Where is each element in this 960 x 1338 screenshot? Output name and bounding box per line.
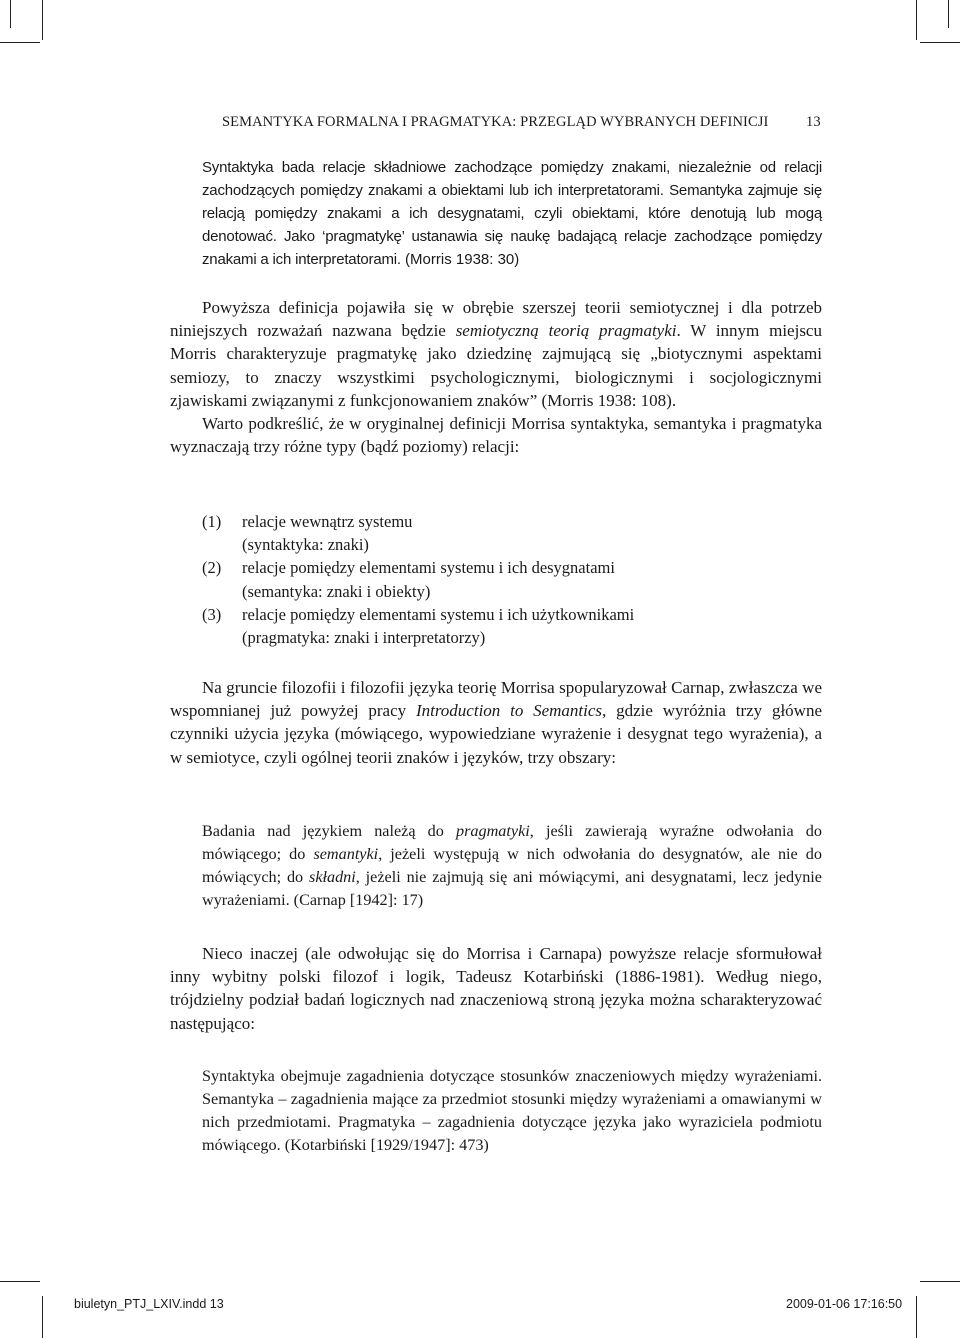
quote-kotarbinski: Syntaktyka obejmuje zagadnienia dotyczące stosunków znaczeniowych między wyrażeniami. Semantyka – zagadnienia mające za przedmiot stosunki między wyrażeniami a omawianymi w nich przedmiotami. Pragmatyka – zagadnienia dotyczące języka jako wyraziciela podmiotu mówiącego. (Kotarbiński [1929/1947]: 473) [202, 1067, 822, 1154]
paragraph-semiotic-theory: Powyższa definicja pojawiła się w obrębie szerszej teorii semiotycznej i dla potrzeb niniejszych rozważań nazwana będzie semiotyczną teorią pragmatyki. W innym miejscu Morris charakteryzuje pragmatykę jako dziedzinę zajmującą się „biotycznymi aspektami semiozy, to znaczy wszystkimi psychologicznymi, biologicznymi i socjologicznymi zjawiskami związanymi z funkcjonowaniem znaków” (Morris 1938: 108). Warto podkreślić, że w oryginalnej definicji Morrisa syntaktyka, semantyka i pragmatyka wyznaczają trzy różne typy (bądź poziomy) relacji: [170, 296, 822, 458]
term-semiotic-pragmatics: semiotyczną teorią pragmatyki [455, 321, 677, 341]
list-item: (1) relacje wewnątrz systemu (syntaktyka: znaki) [202, 512, 413, 555]
work-title: Introduction to Semantics [415, 701, 603, 721]
footer-file-slug: biuletyn_PTJ_LXIV.indd 13 [74, 1297, 224, 1311]
crop-mark-top-left-h [0, 42, 40, 43]
crop-mark-top-right-v [916, 0, 917, 40]
quote-carnap: Badania nad językiem należą do pragmatyki, jeśli zawierają wyraźne odwołania do mówiącego; do semantyki, jeżeli występują w nich odwołania do desygnatów, ale nie do mówiących; do składni, jeżeli nie zajmują się ani mówiącymi, ani desygnatami, lecz jedynie wyrażeniami. (Carnap [1942]: 17) [202, 822, 822, 909]
quote-morris-text: Syntaktyka bada relacje składniowe zachodzące pomiędzy znakami, niezależnie od relacji zachodzących pomiędzy znakami a obiektami lub ich interpretatorami. Semantyka zajmuje się relacją pomiędzy znakami a ich desygnatami, czyli obiektami, które denotują lub mogą denotować. Jako ‘pragmatykę’ ustanawia się naukę badającą relacje zachodzące pomiędzy znakami a ich interpretatorami. (Morris 1938: 30) [202, 159, 822, 268]
paragraph-three-relations: Warto podkreślić, że w oryginalnej definicji Morrisa syntaktyka, semantyka i pragmatyka wyznaczają trzy różne typy (bądź poziomy) relacji: [170, 414, 822, 457]
running-header [222, 114, 822, 131]
crop-mark-bottom-right-v [916, 1296, 917, 1338]
running-title: SEMANTYKA FORMALNA I PRAGMATYKA: PRZEGLĄD WYBRANYCH DEFINICJI [222, 114, 769, 130]
quote-morris-citation: (Morris 1938: 30) [400, 251, 520, 268]
list-item: (2) relacje pomiędzy elementami systemu i ich desygnatami (semantyka: znaki i obiekty) [202, 558, 615, 601]
crop-mark-bottom-left-h [0, 1281, 40, 1282]
crop-mark-bottom-right-h [920, 1281, 960, 1282]
crop-mark-bottom-left-v [42, 1296, 43, 1338]
quote-morris [202, 156, 822, 271]
paragraph-kotarbinski: Nieco inaczej (ale odwołując się do Morrisa i Carnapa) powyższe relacje sformułował inny wybitny polski filozof i logik, Tadeusz Kotarbiński (1886-1981). Według niego, trójdzielny podział badań logicznych nad znaczeniową stroną języka można scharakteryzować następująco: [170, 944, 822, 1033]
crop-mark-top-left-v2 [10, 0, 11, 28]
crop-mark-top-right-h [920, 42, 960, 43]
footer-timestamp: 2009-01-06 17:16:50 [786, 1297, 903, 1311]
page-number: 13 [806, 114, 821, 130]
list-item: (3) relacje pomiędzy elementami systemu i ich użytkownikami (pragmatyka: znaki i interpretatorzy) [202, 604, 635, 648]
crop-mark-top-left-v [42, 0, 43, 40]
paragraph-carnap: Na gruncie filozofii i filozofii języka teorię Morrisa spopularyzował Carnap, zwłaszcza we wspomnianej już powyżej pracy Introduction to Semantics, gdzie wyróżnia trzy główne czynniki użycia języka (mówiącego, wypowiedziane wyrażenie i desygnat tego wyrażenia), a w semiotyce, czyli ogólnej teorii znaków i języków, trzy obszary: [170, 678, 823, 767]
crop-mark-top-right-v2 [948, 0, 949, 28]
relations-list [202, 510, 822, 649]
